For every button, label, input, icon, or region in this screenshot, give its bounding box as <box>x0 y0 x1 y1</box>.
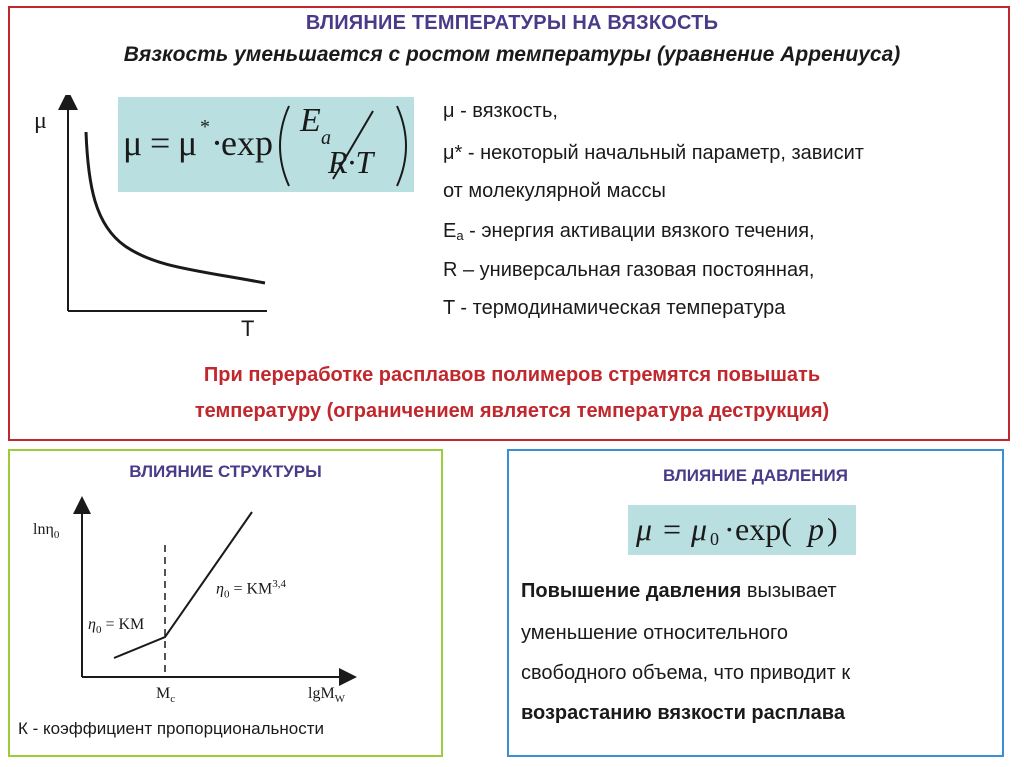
low-mw-equation: $\eta_0$ = KM <box>88 616 145 637</box>
pressure-text-line-3: свободного объема, что приводит к <box>521 662 851 684</box>
definition-mu-star: μ* - некоторый начальный параметр, зависит <box>443 142 864 164</box>
formula-eq: = <box>150 123 171 163</box>
graph-x-label: T <box>241 316 255 341</box>
definition-mu: μ - вязкость, <box>443 100 558 122</box>
conclusion-line-1: При переработке расплавов полимеров стремятся повышать <box>203 364 821 386</box>
structure-title: ВЛИЯНИЕ СТРУКТУРЫ <box>129 462 322 481</box>
temperature-title: ВЛИЯНИЕ ТЕМПЕРАТУРЫ НА ВЯЗКОСТЬ <box>305 12 719 34</box>
temperature-subtitle: Вязкость уменьшается с ростом температуры (уравнение Аррениуса) <box>123 43 901 66</box>
conclusion-line-2: температуру (ограничением является температура деструкция) <box>194 400 830 422</box>
formula-denominator: R·T <box>328 144 374 180</box>
pressure-title: ВЛИЯНИЕ ДАВЛЕНИЯ <box>663 466 848 485</box>
structure-graph <box>30 495 360 710</box>
formula-numerator: E <box>300 102 321 139</box>
pressure-text-line-4: возрастанию вязкости расплава <box>521 702 845 724</box>
structure-x-label: lgM$_W$ <box>308 685 346 706</box>
formula-star: * <box>200 116 210 138</box>
formula-exp: exp <box>221 123 273 163</box>
coefficient-note: К - коэффициент пропорциональности <box>18 719 324 738</box>
definition-mu-star-cont: от молекулярной массы <box>443 180 666 202</box>
formula-lhs: μ <box>123 123 143 163</box>
formula-mu-star: μ <box>178 123 198 163</box>
formula-numerator-sub: a <box>321 127 331 149</box>
pressure-text-line-2: уменьшение относительного <box>521 622 788 644</box>
definition-t: T - термодинамическая температура <box>443 297 786 319</box>
pressure-text-line-1: Повышение давления вызывает <box>521 580 837 602</box>
definition-ea: $E_a$ - энергия активации вязкого течения, <box>443 220 815 243</box>
high-mw-equation: $\eta_0 = KM^{3,4}$ <box>216 578 286 601</box>
graph-y-label: μ <box>34 108 47 134</box>
definition-r: R – универсальная газовая постоянная, <box>443 259 815 281</box>
formula-dot: · <box>211 123 223 163</box>
structure-y-label: lnη$_0$ <box>33 521 60 542</box>
pressure-formula: μ = μ 0 · exp( p ) <box>628 505 856 555</box>
arrhenius-formula <box>118 97 414 192</box>
mc-label: $M_c$ <box>156 685 176 706</box>
